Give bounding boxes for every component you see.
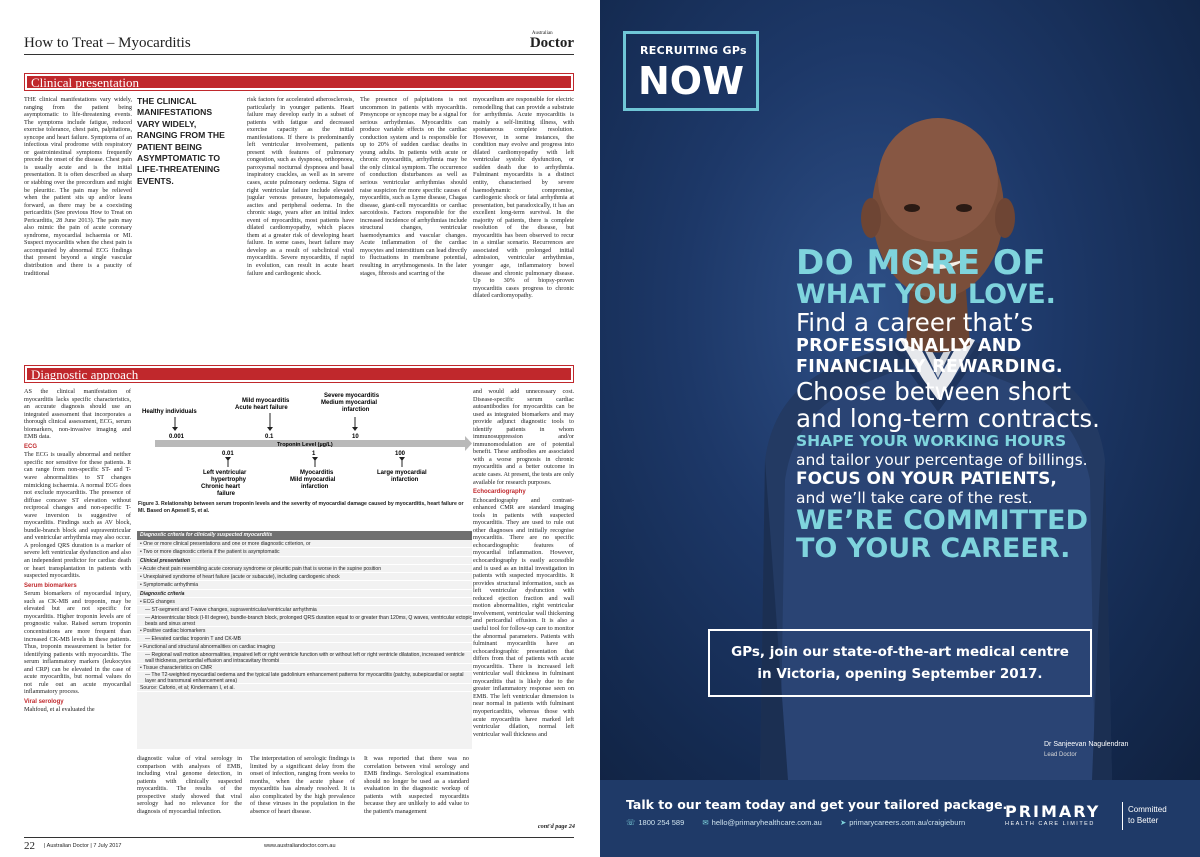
clinical-col-1: THE clinical manifestations vary widely, ranging from the patient being asymptomatic to life-threatening events. The symptoms include fatigue, reduced exercise tolerance, chest pain, palpitations, syncope and heart failure. Symptoms of an infectious viral prodrome with respiratory or gastrointestinal symptoms frequently precede the onset of the disease. Chest pain is usually acute and is the initial presentation. It is often described as sharp or stabbing over the precordium and might be pleuritic. The pain may be relieved when the patient sits up and/or leans forward, as there may be a coexisting pericarditis (See previous How to Treat on Pericarditis, 28 June 2013). The pain may also mimic the pain of acute coronary syndrome, myocardial ischaemia or MI. Suspect myocarditis when the chest pain is accompanied by abnormal ECG findings that present beyond a single vascular distribution and there is a paucity of traditional bbox=[24, 96, 132, 277]
person-name: Dr Sanjeevan Nagulendran bbox=[1044, 741, 1129, 748]
subheading-echo: Echocardiography bbox=[473, 489, 526, 496]
logo-divider bbox=[1122, 802, 1123, 830]
page-header bbox=[24, 31, 574, 55]
headline-line: WHAT YOU LOVE. bbox=[796, 279, 1056, 310]
clinical-col-4: myocardium are responsible for electric remodelling that can provide a substrate for arrhythmia. Acute myocarditis is mainly a self-limiting illness, with spontaneous complete resolution. However, in some instances, the condition may evolve and progress into dilated cardiomyopathy with left ventricular systolic dysfunction, or sudden death due to arrhythmia. Fulminant myocarditis is a distinct entity, characterised by severe haemodynamic compromise, cardiogenic shock or fatal arrhythmia at presentation, but paradoxically, it has an excellent long-term survival. In the majority of patients, there is complete resolution of the disease, but myocarditis has been observed to recur in a similar scenario. Recurrences are associated with prolonged initial admission, ventricular arrhythmias, younger age, inflammatory bowel disease and chronic pulmonary disease. Up to 30% of biopsy-proven myocarditis cases progress to chronic dilated cardiomyopathy. bbox=[473, 96, 574, 300]
section-heading-diagnostic: Diagnostic approach bbox=[24, 365, 574, 383]
article-page bbox=[0, 0, 598, 857]
ad-contact-bar bbox=[600, 780, 1200, 857]
criteria-row: • ECG changes bbox=[137, 598, 472, 606]
criteria-row: • Two or more diagnostic criteria if the patient is asymptomatic bbox=[137, 548, 472, 556]
ad-headline bbox=[796, 245, 1196, 563]
headline-line: DO MORE OF bbox=[796, 243, 1047, 283]
criteria-row: — ST-segment and T-wave changes, supraventricular/ventricular arrhythmia bbox=[137, 606, 472, 614]
subheading-ecg: ECG bbox=[24, 443, 38, 450]
headline-line: WE’RE COMMITTED bbox=[796, 505, 1088, 536]
page-title: How to Treat – Myocarditis bbox=[24, 35, 191, 51]
page-footer bbox=[24, 837, 574, 851]
advertisement-page bbox=[600, 0, 1200, 857]
bottom-col-2: diagnostic value of viral serology in comparison with analyses of EMB, including viral genome detection, in patients with clinically suspected myocarditis. The results of the prospective study showed that viral serology had no relevance for the diagnosis of myocardial infection. bbox=[137, 755, 242, 815]
headline-line: Find a career that’s bbox=[796, 308, 1034, 337]
primary-logo bbox=[1005, 802, 1185, 832]
notice-line-1: GPs, join our state-of-the-art medical centre bbox=[731, 644, 1069, 660]
person-role: Lead Doctor bbox=[1044, 752, 1077, 758]
diagram-bottom-label-3: Large myocardial infarction bbox=[377, 470, 427, 483]
diagnostic-col-4: and would add unnecessary cost. Disease-specific serum cardiac autoantibodies for myocarditis can be used as integrated biomarkers and may provide adjunct diagnostic tools to identify patients in whom immunosuppression and/or immunomodulation are of potential benefit. These antibodies are associated with a worse prognosis in chronic myocarditis and a better outcome in acute cases. At present, the tests are only available for research purposes. Echocardiography Echocardiography and contrast-enhanced CMR are standard imaging tools in patients with suspected myocarditis. They are used to rule out other diagnoses and initially recognise myocarditis. There are no specific echocardiographic features of myocardial inflammation. However, echocardiography is easily accessible and is used as an initial investigation in patients with suspected myocarditis. It provides structural information, such as left ventricular dysfunction with reduced ejection fraction and wall motion abnormalities, right ventricular involvement, ventricular wall thickening and pericardial effusion. It is also a useful tool for follow-up care to monitor the abnormal parameters. Patients with fulminant myocarditis have an echocardiographic presentation that differs from that of patients with acute myocarditis. There is increased left ventricular wall thickness in fulminant myocarditis that is likely due to the greater inflammatory response seen on EMB. The left ventricular dimension is near normal in patients with fulminant myopericarditis, whereas those with acute myocarditis have marked left ventricular dilation, normal left ventricular wall thickness and bbox=[473, 388, 574, 738]
tick-bottom-1: 0.01 bbox=[222, 451, 234, 457]
diagram-top-label-1: Healthy individuals bbox=[142, 409, 197, 415]
logo-tagline: Committed to Better bbox=[1128, 805, 1167, 825]
criteria-row: • Unexplained syndrome of heart failure (acute or subacute), including cardiogenic shock bbox=[137, 573, 472, 581]
subheading-viral: Viral serology bbox=[24, 698, 64, 705]
section-heading-clinical: Clinical presentation bbox=[24, 73, 574, 91]
clinical-col-2: risk factors for accelerated atherosclerosis, particularly in younger patients. Heart failure may develop early in a subset of patients with fatigue and decreased exercise capacity as the initial manifestations. If there is predominantly left ventricular involvement, patients present with features of pulmonary congestion, such as dyspnoea, orthopnoea, paroxysmal nocturnal dyspnoea and basal inspiratory crackles, as well as in severe cases, acute pulmonary oedema. Signs of right ventricular failure include elevated jugular venous pressure, hepatomegaly, ascites and peripheral oedema. In the chronic stage, years after an initial index event of myocarditis, most patients have dilated cardiomyopathy, which places them at a greater risk of developing heart failure. In some cases, heart failure may develop as a result of subclinical viral myocarditis. Severe myocarditis, if rapid in evolution, can result in acute heart failure and cardiogenic shock. bbox=[247, 96, 354, 277]
tick-top-1: 0.001 bbox=[169, 434, 185, 440]
bottom-col-4: It was reported that there was no correlation between viral serology and EMB findings. Serological examinations should no longer be used as a standard evaluation in the diagnostic workup of patients with suspected myocarditis because they are unlikely to add value to the patient's management bbox=[364, 755, 469, 815]
criteria-row: — Atrioventricular block (I-III degree), bundle-branch block, prolonged QRS duration equal to or greater than 120ms, Q waves, ventricular ectopic beats and sinus arrest bbox=[137, 615, 472, 627]
continued-note: cont'd page 24 bbox=[537, 823, 575, 830]
criteria-row: • One or more clinical presentations and one or more diagnostic criterion, or bbox=[137, 540, 472, 548]
criteria-row: — Elevated cardiac troponin T and CK-MB bbox=[137, 635, 472, 643]
web-contact[interactable]: ➤ primarycareers.com.au/craigieburn bbox=[839, 818, 966, 827]
criteria-title: Diagnostic criteria for clinically suspected myocarditis bbox=[137, 531, 472, 540]
headline-line: and long-term contracts. bbox=[796, 404, 1100, 433]
email-contact[interactable]: ✉ hello@primaryhealthcare.com.au bbox=[702, 818, 822, 827]
pullquote: THE CLINICAL MANIFESTATIONS VARY WIDELY, RANGING FROM THE PATIENT BEING ASYMPTOMATIC TO LIFE-THREATENING EVENTS. bbox=[137, 96, 225, 186]
headline-line: SHAPE YOUR WORKING HOURS bbox=[796, 432, 1067, 450]
footer-url[interactable]: www.australiandoctor.com.au bbox=[264, 843, 336, 849]
figure-caption: Figure 3. Relationship between serum troponin levels and the severity of myocardial damage caused by myocarditis, heart failure or MI. Based on Apesell S, et al. bbox=[138, 501, 464, 514]
page-number: 22 bbox=[24, 840, 35, 852]
recruit-small-text: RECRUITING GPs bbox=[640, 44, 747, 57]
criteria-source: Source: Caforio, et al; Kindermann I, et al. bbox=[137, 684, 472, 692]
contact-heading: Talk to our team today and get your tailored package. bbox=[626, 797, 1008, 812]
tick-top-3: 10 bbox=[352, 434, 359, 440]
logo-sub: HEALTH CARE LIMITED bbox=[1005, 821, 1095, 827]
diagram-top-label-2: Mild myocarditis Acute heart failure bbox=[235, 398, 290, 411]
headline-line: and we’ll take care of the rest. bbox=[796, 489, 1033, 507]
criteria-row: Clinical presentation bbox=[137, 557, 472, 565]
headline-line: and tailor your percentage of billings. bbox=[796, 451, 1088, 469]
logo-name: PRIMARY bbox=[1005, 802, 1101, 821]
criteria-row: • Functional and structural abnormalities on cardiac imaging bbox=[137, 643, 472, 651]
bottom-col-3: The interpretation of serologic findings is limited by a significant delay from the onset of infection, ranging from weeks to months, when the acute phase of myocarditis has already resolved. It is also complicated by the high prevalence of these viruses in the population in the absence of heart disease. bbox=[250, 755, 355, 815]
headline-line: FOCUS ON YOUR PATIENTS, bbox=[796, 469, 1057, 489]
headline-line: PROFESSIONALLY AND bbox=[796, 336, 1022, 356]
phone-contact[interactable]: ☏ 1800 254 589 bbox=[626, 818, 685, 827]
diagnostic-col-1: AS the clinical manifestation of myocarditis lacks specific characteristics, an accurate diagnosis should use an integrated assessment that incorporates a thorough clinical assessment, ECG, serum biomarkers, non-invasive imaging and EMB data. ECG The ECG is usually abnormal and neither specific nor sensitive for these patients. It can range from non-specific ST- and T-wave abnormalities to ST changes mimicking ischaemia. A normal ECG does not exclude myocarditis. The presence of diffuse concave ST elevation without reciprocal changes and non-specific T-wave inversion is suggestive of myocarditis. Findings such as AV block, bundle-branch block and supraventricular and ventricular arrhythmia may also occur. A prolonged QRS duration is a marker of severe left ventricular dysfunction and also an independent predictor for cardiac death or heart transplantation in patients with suspected myocarditis. Serum biomarkers Serum biomarkers of myocardial injury, such as CK-MB and troponin, may be elevated but are not specific for myocarditis. Higher troponin levels are of prognostic value. Raised serum troponin concentrations are more frequent than increased CK-MB levels in these patients. Thus, troponin measurement is better for identifying patients with myocarditis. The serum inflammatory markers (leukocytes and CRP) can be elevated in the case of acute myocarditis, but normal values do not rule out an acute myocardial inflammatory process. Viral serology Mahfoud, et al evaluated the bbox=[24, 388, 131, 714]
criteria-row: — Regional wall motion abnormalities, impaired left or right ventricle function with or without left or right ventricle dilatation, increased ventricle wall thickness, pericardial effusion and intracavitary thrombi bbox=[137, 652, 472, 664]
contact-details bbox=[626, 818, 981, 827]
person-caption bbox=[1044, 740, 1128, 760]
criteria-row: — The T2-weighted myocardial oedema and the typical late gadolinium enhancement patterns for myocarditis (patchy, subepicardial or septal layer and transmural enhancement area) bbox=[137, 672, 472, 684]
publication-logo: Australian Doctor bbox=[529, 31, 574, 51]
recruiting-badge bbox=[623, 31, 759, 111]
tick-top-2: 0.1 bbox=[265, 434, 274, 440]
opening-notice bbox=[708, 629, 1092, 697]
recruit-big-text: NOW bbox=[638, 59, 745, 103]
headline-line: Choose between short bbox=[796, 377, 1071, 406]
footer-meta: | Australian Doctor | 7 July 2017 bbox=[44, 843, 122, 849]
notice-line-2: in Victoria, opening September 2017. bbox=[757, 666, 1043, 682]
criteria-box bbox=[137, 531, 472, 749]
phone-icon: ☏ bbox=[626, 818, 636, 827]
diagram-top-label-3: Severe myocarditis Medium myocardial infarction bbox=[321, 393, 380, 413]
diagram-bottom-label-2: Myocarditis Mild myocardial infarction bbox=[290, 470, 336, 490]
criteria-row: • Acute chest pain resembling acute coronary syndrome or pleuritic pain that is worse in the supine position bbox=[137, 565, 472, 573]
subheading-serum: Serum biomarkers bbox=[24, 582, 77, 589]
criteria-row: Diagnostic criteria bbox=[137, 590, 472, 598]
headline-line: TO YOUR CAREER. bbox=[796, 533, 1071, 564]
email-icon: ✉ bbox=[702, 818, 709, 827]
diagram-bottom-label-1: Left ventricular hypertrophy Chronic heart failure bbox=[201, 470, 247, 497]
tick-bottom-3: 100 bbox=[395, 451, 406, 457]
criteria-row: • Symptomatic arrhythmia bbox=[137, 581, 472, 589]
web-icon: ➤ bbox=[839, 818, 847, 827]
criteria-row: • Tissue characteristics on CMR bbox=[137, 664, 472, 672]
axis-label: Troponin Level (µg/L) bbox=[277, 442, 333, 448]
headline-line: FINANCIALLY REWARDING. bbox=[796, 357, 1063, 377]
clinical-col-3: The presence of palpitations is not uncommon in patients with myocarditis. Presyncope or syncope may be a signal for serious arrhythmias. Myocarditis can produce variable effects on the cardiac conduction system and is responsible for up to 20% of sudden cardiac deaths in young adults. In patients with acute or chronic myocarditis, arrhythmia may be the only clinical symptom. The occurrence of conduction disturbances as well as serious ventricular arrhythmias should raise suspicion for more specific causes of myocarditis, such as Lyme disease, Chagas disease, giant-cell myocarditis or cardiac sarcoidosis. Factors responsible for the increased incidence of arrhythmias include structural changes, ventricular haemodynamics and vascular changes. Acute inflammation of the cardiac myocytes and interstitium can lead directly to fluctuations in membrane potential, resulting in arrythmogenesis. In the later stages, fibrosis and scarring of the bbox=[360, 96, 467, 277]
criteria-row: • Positive cardiac biomarkers bbox=[137, 627, 472, 635]
tick-bottom-2: 1 bbox=[312, 451, 316, 457]
